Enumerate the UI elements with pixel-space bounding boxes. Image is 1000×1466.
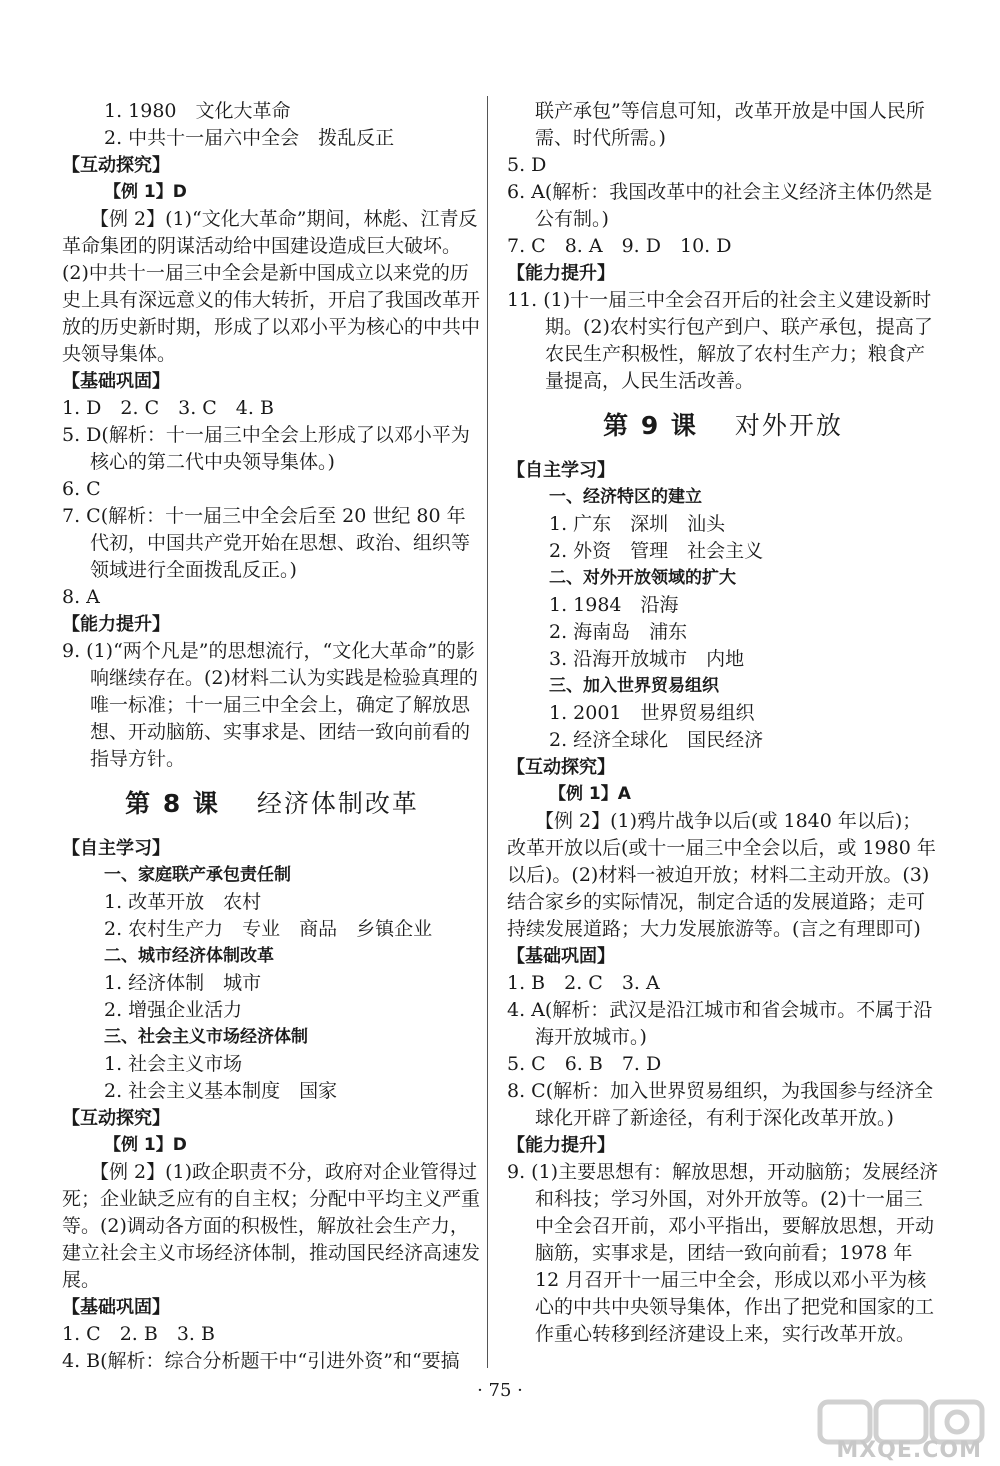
left-column [62,98,482,1375]
answer-line: 8. A [62,586,100,608]
answer-line: 1. D 2. C 3. C 4. B [62,397,274,419]
section-heading: 【互动探究】 [507,757,615,778]
answer-line: 7. C 8. A 9. D 10. D [507,235,732,257]
answer-line: 1. B 2. C 3. A [507,972,660,994]
lesson-name: 经济体制改革 [256,789,419,818]
subsection-heading: 一、经济特区的建立 [549,487,702,507]
lesson-title [507,401,939,451]
answer-line: 6. A(解析：我国改革中的社会主义经济主体仍然是公有制。) [507,181,933,230]
answer-line: 2. 外资 管理 社会主义 [549,540,764,562]
answer-line: 4. A(解析：武汉是沿江城市和省会城市。不属于沿海开放城市。) [507,999,933,1048]
answer-line: 11. (1)十一届三中全会召开后的社会主义建设新时期。(2)农村实行包产到户、联产承包，提高了农民生产积极性，解放了农村生产力；粮食产量提高，人民生活改善。 [507,289,933,392]
answer-line: 1. 1984 沿海 [549,594,679,616]
answer-line: 2. 中共十一届六中全会 拨乱反正 [104,127,395,149]
answer-line: 联产承包”等信息可知，改革开放是中国人民所需、时代所需。) [535,100,925,149]
lesson-number: 第 9 课 [603,411,698,440]
subsection-heading: 三、社会主义市场经济体制 [104,1027,308,1047]
example-answer: 【例 1】D [104,1135,187,1155]
answer-line: 2. 海南岛 浦东 [549,621,688,643]
subsection-heading: 三、加入世界贸易组织 [549,676,719,696]
answer-line: 1. 社会主义市场 [104,1053,243,1075]
answer-line: 1. C 2. B 3. B [62,1323,215,1345]
answer-line: 3. 沿海开放城市 内地 [549,648,745,670]
column-divider [487,96,488,1368]
lesson-number: 第 8 课 [125,789,220,818]
lesson-name: 对外开放 [734,411,843,440]
answer-line: 1. 经济体制 城市 [104,972,262,994]
answer-line: 1. 1980 文化大革命 [104,100,291,122]
section-heading: 【互动探究】 [62,1108,170,1129]
answer-line: 2. 农村生产力 专业 商品 乡镇企业 [104,918,433,940]
answer-line: 8. C(解析：加入世界贸易组织，为我国参与经济全球化开辟了新途径，有利于深化改革开放。) [507,1080,934,1129]
answer-line: 4. B(解析：综合分析题干中“引进外资”和“要搞 [62,1350,460,1372]
answer-line: 1. 改革开放 农村 [104,891,262,913]
example-answer: 【例 1】D [104,182,187,202]
section-heading: 【能力提升】 [507,263,615,284]
section-heading: 【基础巩固】 [507,946,615,967]
lesson-title [62,779,482,829]
answer-line: 2. 经济全球化 国民经济 [549,729,764,751]
example-answer: 【例 2】(1)“文化大革命”期间，林彪、江青反革命集团的阴谋活动给中国建设造成巨大破坏。(2)中共十一届三中全会是新中国成立以来党的历史上具有深远意义的伟大转折，开启了我国改革开放的历史新时期，形成了以邓小平为核心的中共中央领导集体。 [62,208,481,365]
watermark-text: MXQE.COM [836,1438,982,1463]
answer-line: 9. (1)主要思想有：解放思想，开动脑筋；发展经济和科技；学习外国，对外开放等。(2)十一届三中全会召开前，邓小平指出，要解放思想，开动脑筋，实事求是，团结一致向前看；1978 年 12 月召开十一届三中全会，形成以邓小平为核心的中共中央领导集体，作出了把党和国家的工作重心转移到经济建设上来，实行改革开放。 [507,1161,939,1345]
page-number: · 75 · [477,1380,523,1401]
answer-line: 2. 社会主义基本制度 国家 [104,1080,338,1102]
subsection-heading: 二、对外开放领域的扩大 [549,568,736,588]
answer-line: 5. D(解析：十一届三中全会上形成了以邓小平为核心的第二代中央领导集体。) [62,424,470,473]
answer-line: 5. D [507,154,547,176]
subsection-heading: 二、城市经济体制改革 [104,946,274,966]
section-heading: 【能力提升】 [507,1135,615,1156]
answer-line: 1. 2001 世界贸易组织 [549,702,755,724]
section-heading: 【自主学习】 [62,838,170,859]
section-heading: 【自主学习】 [507,460,615,481]
answer-line: 2. 增强企业活力 [104,999,243,1021]
section-heading: 【互动探究】 [62,155,170,176]
answer-line: 6. C [62,478,101,500]
answer-line: 5. C 6. B 7. D [507,1053,662,1075]
section-heading: 【能力提升】 [62,614,170,635]
section-heading: 【基础巩固】 [62,1297,170,1318]
right-column [507,98,939,1348]
answer-line: 9. (1)“两个凡是”的思想流行，“文化大革命”的影响继续存在。(2)材料二认为实践是检验真理的唯一标准；十一届三中全会上，确定了解放思想、开动脑筋、实事求是、团结一致向前看的指导方针。 [62,640,478,770]
section-heading: 【基础巩固】 [62,371,170,392]
subsection-heading: 一、家庭联产承包责任制 [104,865,291,885]
example-answer: 【例 1】A [549,784,631,804]
example-answer: 【例 2】(1)鸦片战争以后(或 1840 年以后)；改革开放以后(或十一届三中全会以后，或 1980 年以后)。(2)材料一被迫开放；材料二主动开放。(3)结合家乡的实际情况，制定合适的发展道路；走可持续发展道路；大力发展旅游等。(言之有理即可) [507,810,936,940]
answer-line: 7. C(解析：十一届三中全会后至 20 世纪 80 年代初，中国共产党开始在思想、政治、组织等领域进行全面拨乱反正。) [62,505,471,581]
example-answer: 【例 2】(1)政企职责不分，政府对企业管得过死；企业缺乏应有的自主权；分配中平均主义严重等。(2)调动各方面的积极性，解放社会生产力，建立社会主义市场经济体制，推动国民经济高速发展。 [62,1161,481,1291]
answer-line: 1. 广东 深圳 汕头 [549,513,726,535]
